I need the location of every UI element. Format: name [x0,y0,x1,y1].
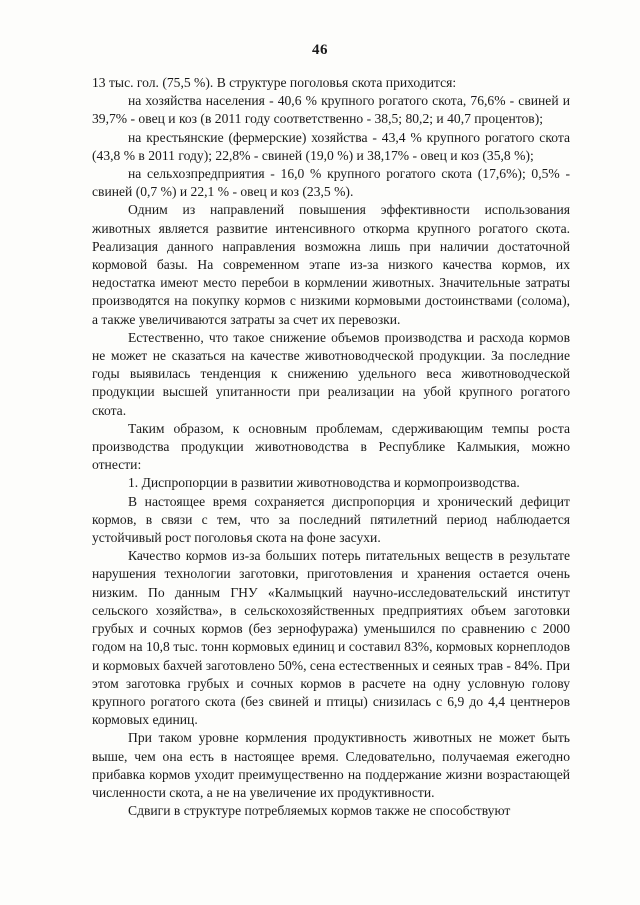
paragraph-feed-structure: Сдвиги в структуре потребляемых кормов также не способствуют [128,803,511,819]
paragraph-productivity: При таком уровне кормления продуктивность животных не может быть выше, чем она есть в настоящее время. Следовательно, получаемая ежегодно прибавка кормов уходит преимущественно на поддержание жизни возрастающей численности скота, а не на увеличение их продуктивности. [92,730,570,800]
paragraph-feed-reduction: Естественно, что такое снижение объемов производства и расхода кормов не может не сказаться на качестве животноводческой продукции. За последние годы выявилась тенденция к снижению удельного веса животноводческой продукции высшей упитанности при реализации на убой крупного рогатого скота. [92,329,570,418]
paragraph-fattening: Одним из направлений повышения эффективности использования животных является развитие интенсивного откорма крупного рогатого скота. Реализация данного направления возможна лишь при наличии достаточной кормовой базы. На современном этапе из-за низкого качества кормов, их недостатка имеют место перебои в кормлении животных. Значительные затраты производятся на покупку кормов с низкими кормовыми достоинствами (солома), а также увеличиваются затраты за счет их перевозки. [92,202,570,327]
body-text [92,74,570,820]
paragraph-households: на хозяйства населения - 40,6 % крупного рогатого скота, 76,6% - свиней и 39,7% - овец и коз (в 2011 году соответственно - 38,5; 80,2; и 40,7 процентов); [92,93,570,127]
page-number: 46 [312,42,328,58]
paragraph-intro: 13 тыс. гол. (75,5 %). В структуре поголовья скота приходится: [92,75,457,90]
paragraph-feed-deficit: В настоящее время сохраняется диспропорция и хронический дефицит кормов, в связи с тем, что за последний пятилетний период наблюдается устойчивый рост поголовья скота на фоне засухи. [92,493,570,546]
paragraph-agri-enterprises: на сельхозпредприятия - 16,0 % крупного рогатого скота (17,6%); 0,5% - свиней (0,7 %) и 22,1 % - овец и коз (23,5 %). [92,166,570,200]
list-item-disproportion: 1. Диспропорции в развитии животноводства и кормопроизводства. [128,475,520,491]
paragraph-feed-quality: Качество кормов из-за больших потерь питательных веществ в результате нарушения технологии заготовки, приготовления и хранения остается очень низким. По данным ГНУ «Калмыцкий научно-исследовательский институт сельского хозяйства», в сельскохозяйственных предприятиях объем заготовки грубых и сочных кормов (без зернофуража) уменьшился по сравнению с 2000 годом на 10,8 тыс. тонн кормовых единиц и составил 83%, кормовых корнеплодов и кормовых бахчей заготовлено 50%, сена естественных и сеяных трав - 84%. При этом заготовка грубых и сочных кормов в расчете на одну условную голову крупного рогатого скота (без свиней и птицы) снизилась с 6,9 до 4,4 центнеров кормовых единиц. [92,548,570,728]
paragraph-main-problems: Таким образом, к основным проблемам, сдерживающим темпы роста производства продукции животноводства в Республике Калмыкия, можно отнести: [92,420,570,473]
paragraph-farms: на крестьянские (фермерские) хозяйства - 43,4 % крупного рогатого скота (43,8 % в 2011 году); 22,8% - свиней (19,0 %) и 38,17% - овец и коз (35,8 %); [92,129,570,163]
